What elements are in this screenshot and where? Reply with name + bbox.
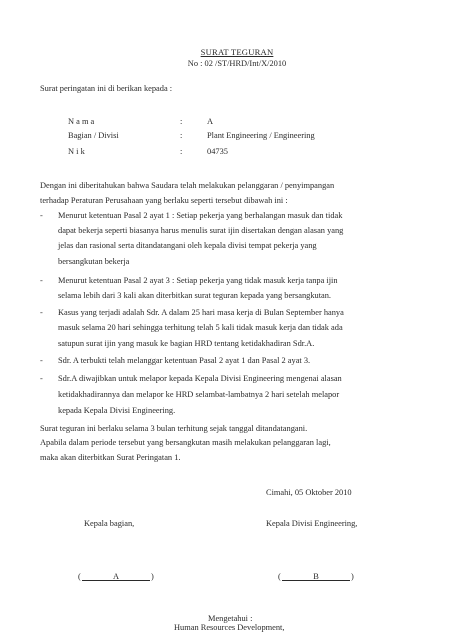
list-item-line: selama lebih dari 3 kali akan diterbitkan surat teguran kepada yang bersangkutan. [58,291,332,300]
signature-right-name-text: B [313,572,319,581]
recipient-nik-label: N i k [68,147,85,156]
body-intro-line-1: Dengan ini diberitahukan bahwa Saudara telah melakukan pelanggaran / penyimpangan [40,181,335,190]
intro-text: Surat peringatan ini di berikan kepada : [40,84,173,93]
list-item-line: Kasus yang terjadi adalah Sdr. A dalam 25 hari masa kerja di Bulan September hanya [58,308,344,317]
list-dash: - [40,356,43,365]
list-dash: - [40,374,43,383]
list-dash: - [40,211,43,220]
signature-right-line [282,580,350,581]
letter-title: SURAT TEGURAN [200,47,274,57]
closing-line-2: Apabila dalam periode tersebut yang bersangkutan masih melakukan pelanggaran lagi, [40,438,331,447]
acknowledge-org: Human Resources Development, [174,623,285,632]
body-intro-line-2: terhadap Peraturan Perusahaan yang berlaku seperti tersebut dibawah ini : [40,196,288,205]
recipient-nik-value: 04735 [207,147,228,156]
list-item-line: dapat bekerja seperti biasanya harus menulis surat ijin disertakan dengan alasan yang [58,226,344,235]
list-dash: - [40,276,43,285]
list-dash: - [40,308,43,317]
acknowledge-label: Mengetahui : [208,614,253,623]
recipient-division-value: Plant Engineering / Engineering [207,131,315,140]
signature-right-title: Kepala Divisi Engineering, [266,519,358,528]
recipient-name-value: A [207,117,214,126]
recipient-name-label: N a m a [68,117,95,126]
list-item-line: ketidakhadirannya dan melapor ke HRD selambat-lambatnya 2 hari setelah melapor [58,390,340,399]
signature-left-name-text: A [112,572,120,581]
recipient-division-sep: : [180,131,183,140]
list-item-line: masuk selama 20 hari sehingga terhitung telah 5 kali tidak masuk kerja dan tidak ada [58,323,343,332]
list-item-line: Menurut ketentuan Pasal 2 ayat 1 : Setiap pekerja yang berhalangan masuk dan tidak [58,211,343,220]
closing-line-1: Surat teguran ini berlaku selama 3 bulan terhitung sejak tanggal ditandatangani. [40,424,308,433]
list-item-line: Menurut ketentuan Pasal 2 ayat 3 : Setiap pekerja yang tidak masuk kerja tanpa ijin [58,276,338,285]
list-item-line: Sdr. A terbukti telah melanggar ketentuan Pasal 2 ayat 1 dan Pasal 2 ayat 3. [58,356,311,365]
recipient-division-label: Bagian / Divisi [68,131,119,140]
signature-left-title: Kepala bagian, [84,519,135,528]
list-item-line: kepada Kepala Divisi Engineering. [58,406,176,415]
recipient-nik-sep: : [180,147,183,156]
place-date: Cimahi, 05 Oktober 2010 [266,488,352,497]
list-item-line: Sdr.A diwajibkan untuk melapor kepada Kepala Divisi Engineering mengenai alasan [58,374,342,383]
letter-number: No : 02 /ST/HRD/Int/X/2010 [187,59,287,68]
closing-line-3: maka akan diterbitkan Surat Peringatan 1. [40,453,181,462]
recipient-name-sep: : [180,117,183,126]
signature-left-line [82,580,150,581]
list-item-line: satupun surat ijin yang masuk ke bagian HRD tentang ketidakhadiran Sdr.A. [58,339,315,348]
list-item-line: bersangkutan bekerja [58,257,130,266]
list-item-line: jelas dan rasional serta ditandatangani oleh kepala divisi tempat pekerja yang [58,241,317,250]
